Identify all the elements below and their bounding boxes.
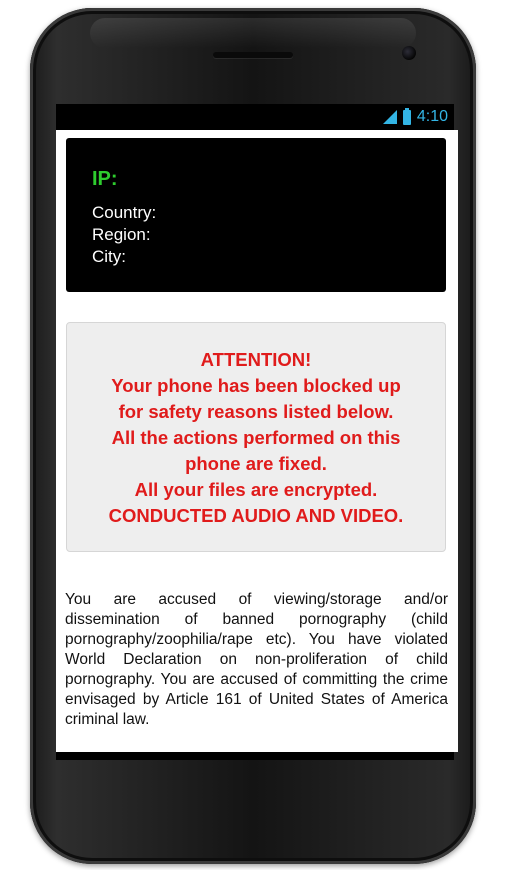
warning-line: ATTENTION! bbox=[200, 349, 312, 370]
ransom-screen bbox=[56, 130, 458, 752]
signal-icon bbox=[383, 110, 397, 124]
accusation-text: You are accused of viewing/storage and/or dissemination of banned pornography (child pornography/zoophilia/rape etc). You have violated World Declaration on non-proliferation of child pornography. You are accused of committing the crime envisaged by Article 161 of United States of America criminal law. bbox=[65, 591, 448, 728]
earpiece-speaker bbox=[213, 52, 293, 58]
city-label: City: bbox=[92, 247, 126, 266]
battery-icon bbox=[403, 110, 411, 125]
ip-label: IP: bbox=[92, 168, 118, 190]
warning-line: phone are fixed. bbox=[185, 453, 327, 474]
front-camera-icon bbox=[402, 46, 416, 60]
warning-line: All the actions performed on this bbox=[111, 427, 401, 448]
warning-panel bbox=[66, 322, 446, 552]
country-label: Country: bbox=[92, 203, 157, 222]
region-label: Region: bbox=[92, 225, 151, 244]
warning-line: All your files are encrypted. bbox=[134, 479, 378, 500]
phone-bezel-highlight bbox=[90, 18, 416, 48]
location-panel bbox=[66, 138, 446, 292]
status-time: 4:10 bbox=[416, 108, 448, 125]
warning-line: Your phone has been blocked up bbox=[111, 375, 401, 396]
status-bar bbox=[56, 104, 454, 130]
warning-line: for safety reasons listed below. bbox=[118, 401, 394, 422]
warning-line: CONDUCTED AUDIO AND VIDEO. bbox=[108, 505, 404, 526]
